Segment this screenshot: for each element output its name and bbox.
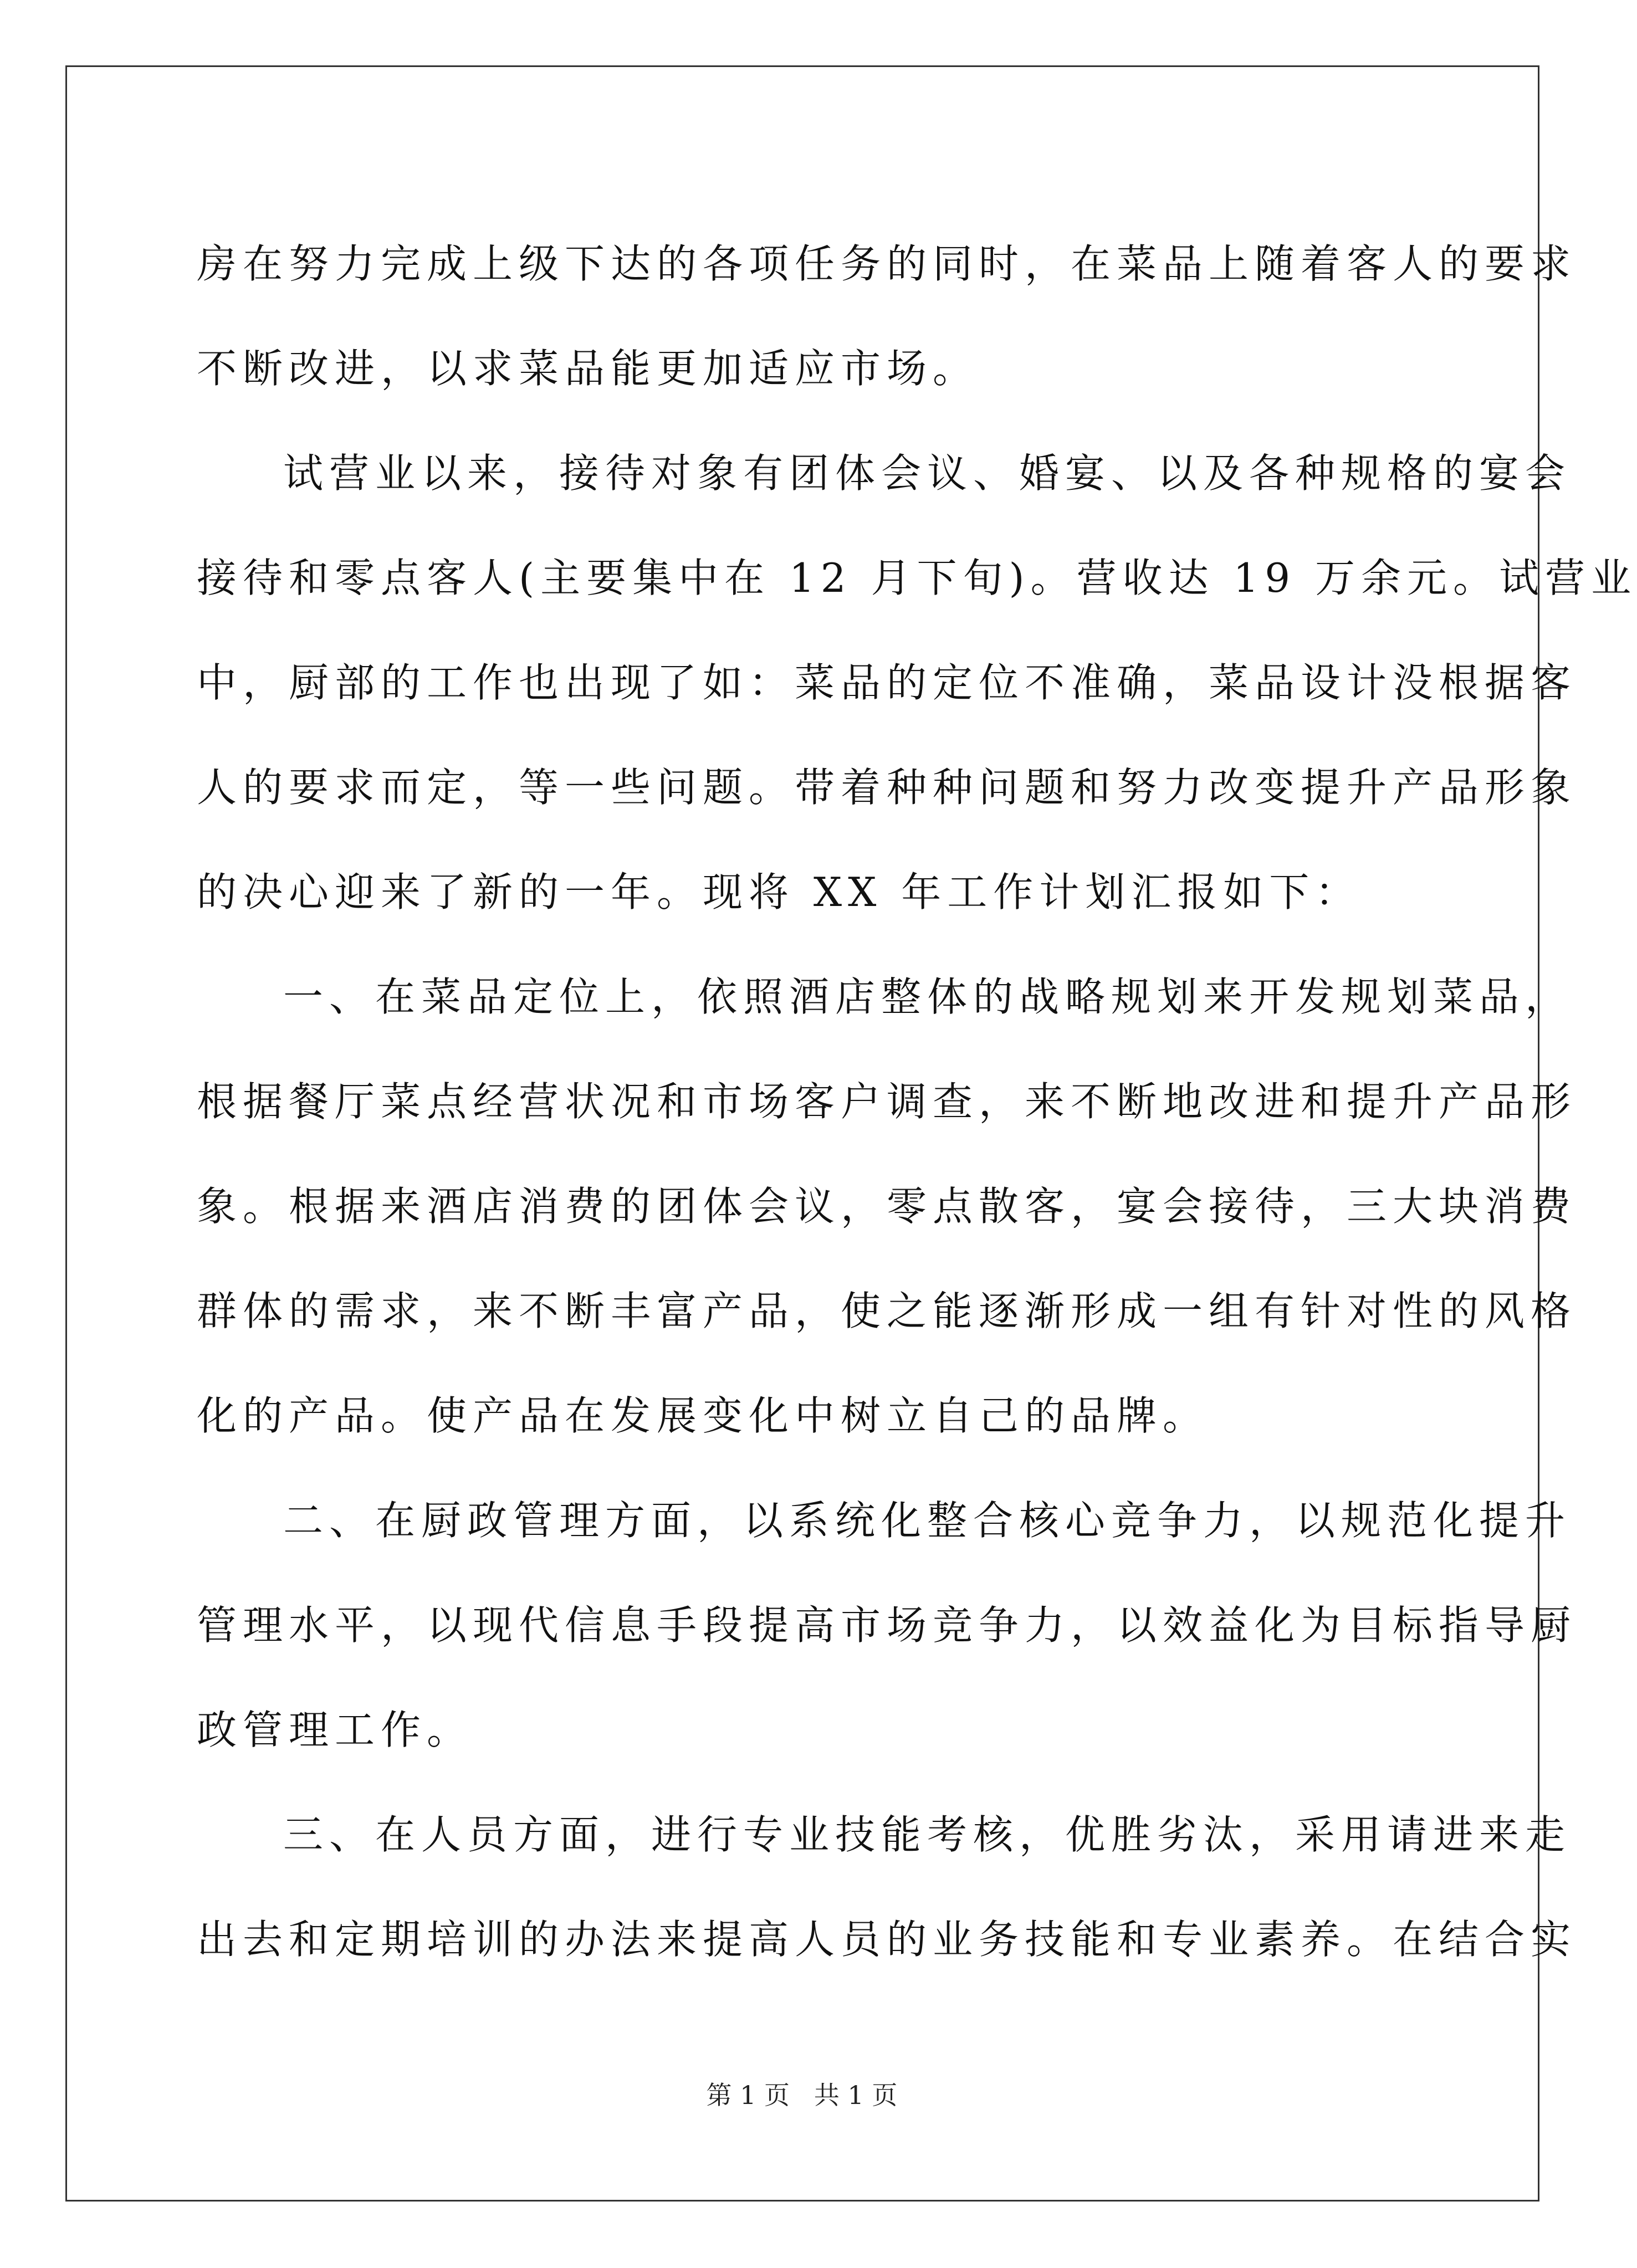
text-line: 出去和定期培训的办法来提高人员的业务技能和专业素养。在结合实 [197,1916,1577,1963]
text-line: 接待和零点客人(主要集中在 12 月下旬)。营收达 19 万余元。试营业 [197,555,1637,601]
paragraph-first-line: 试营业以来，接待对象有团体会议、婚宴、以及各种规格的宴会 [283,450,1572,496]
text-line: 管理水平，以现代信息手段提高市场竞争力，以效益化为目标指导厨 [197,1602,1577,1648]
text-line: 房在努力完成上级下达的各项任务的同时，在菜品上随着客人的要求 [197,240,1577,287]
text-line: 象。根据来酒店消费的团体会议，零点散客，宴会接待，三大块消费 [197,1183,1577,1230]
document-body [197,212,1637,1992]
text-line: 中，厨部的工作也出现了如：菜品的定位不准确，菜品设计没根据客 [197,659,1577,706]
text-line: 不断改进，以求菜品能更加适应市场。 [197,345,979,392]
page-footer: 第 1 页 共 1 页 [706,2080,898,2110]
text-line: 的决心迎来了新的一年。现将 XX 年工作计划汇报如下： [197,869,1362,915]
paragraph-first-line: 二、在厨政管理方面，以系统化整合核心竞争力，以规范化提升 [283,1497,1572,1544]
text-line: 群体的需求，来不断丰富产品，使之能逐渐形成一组有针对性的风格 [197,1288,1577,1334]
text-line: 根据餐厅菜点经营状况和市场客户调查，来不断地改进和提升产品形 [197,1078,1577,1125]
paragraph-first-line: 三、在人员方面，进行专业技能考核，优胜劣汰，采用请进来走 [283,1811,1572,1858]
text-line: 人的要求而定，等一些问题。带着种种问题和努力改变提升产品形象 [197,764,1577,811]
text-line: 化的产品。使产品在发展变化中树立自己的品牌。 [197,1392,1209,1439]
paragraph-first-line: 一、在菜品定位上，依照酒店整体的战略规划来开发规划菜品， [283,974,1572,1020]
text-line: 政管理工作。 [197,1707,473,1753]
